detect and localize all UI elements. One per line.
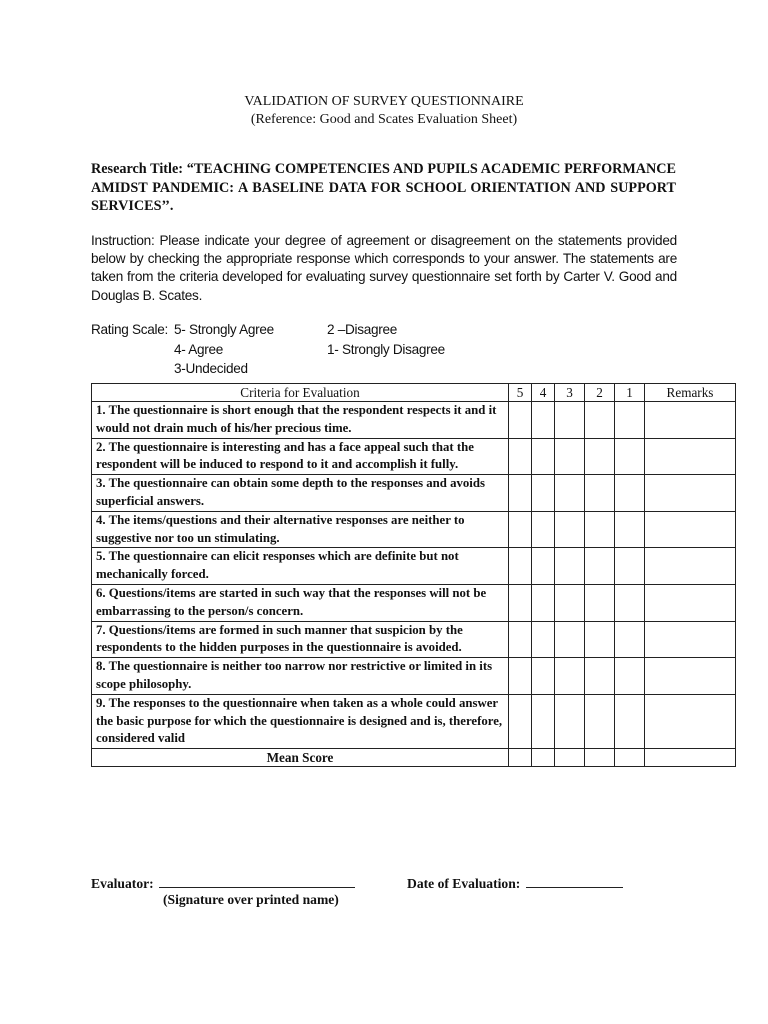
rating-cell-5[interactable]	[509, 694, 532, 748]
rating-cell-1[interactable]	[615, 475, 645, 512]
rating-cell-1[interactable]	[615, 548, 645, 585]
rating-cell-2[interactable]	[585, 584, 615, 621]
remarks-cell[interactable]	[645, 694, 736, 748]
header-criteria: Criteria for Evaluation	[92, 384, 509, 402]
remarks-cell[interactable]	[645, 475, 736, 512]
remarks-cell[interactable]	[645, 402, 736, 439]
criterion-9: 9. The responses to the questionnaire when taken as a whole could answer the basic purpose for which the questionnaire is designed and is, therefore, considered valid	[92, 694, 509, 748]
table-header-row	[92, 384, 736, 402]
remarks-cell[interactable]	[645, 584, 736, 621]
criterion-4: 4. The items/questions and their alternative responses are neither to suggestive nor too un stimulating.	[92, 511, 509, 548]
rating-cell-3[interactable]	[555, 438, 585, 475]
rating-2: 2 –Disagree	[327, 322, 397, 337]
mean-cell-5[interactable]	[509, 749, 532, 767]
remarks-cell[interactable]	[645, 658, 736, 695]
header-remarks: Remarks	[645, 384, 736, 402]
criterion-6: 6. Questions/items are started in such way that the responses will not be embarrassing to the person/s concern.	[92, 584, 509, 621]
rating-cell-4[interactable]	[532, 511, 555, 548]
criterion-8: 8. The questionnaire is neither too narrow nor restrictive or limited in its scope philosophy.	[92, 658, 509, 695]
table-row	[92, 438, 736, 475]
rating-cell-4[interactable]	[532, 475, 555, 512]
rating-scale-label: Rating Scale:	[91, 322, 168, 337]
criterion-2: 2. The questionnaire is interesting and has a face appeal such that the respondent will be induced to respond to it and accomplish it fully.	[92, 438, 509, 475]
table-row	[92, 621, 736, 658]
header-5: 5	[509, 384, 532, 402]
rating-cell-3[interactable]	[555, 511, 585, 548]
rating-cell-4[interactable]	[532, 402, 555, 439]
rating-cell-2[interactable]	[585, 658, 615, 695]
table-row	[92, 402, 736, 439]
research-title-text: “TEACHING COMPETENCIES AND PUPILS ACADEMIC PERFORMANCE AMIDST PANDEMIC: A BASELINE DATA FOR SCHOOL ORIENTATION AND SUPPORT SERVICES’’.	[91, 161, 676, 214]
criterion-5: 5. The questionnaire can elicit responses which are definite but not mechanically forced.	[92, 548, 509, 585]
rating-cell-1[interactable]	[615, 584, 645, 621]
rating-cell-2[interactable]	[585, 438, 615, 475]
rating-cell-4[interactable]	[532, 621, 555, 658]
research-title	[91, 160, 676, 216]
mean-score-row	[92, 749, 736, 767]
rating-cell-1[interactable]	[615, 694, 645, 748]
signature-note: (Signature over printed name)	[163, 892, 339, 907]
rating-3: 3-Undecided	[174, 361, 248, 376]
rating-cell-3[interactable]	[555, 694, 585, 748]
rating-cell-4[interactable]	[532, 694, 555, 748]
rating-4: 4- Agree	[174, 342, 223, 357]
table-row	[92, 548, 736, 585]
rating-5: 5- Strongly Agree	[174, 322, 274, 337]
mean-cell-3[interactable]	[555, 749, 585, 767]
remarks-cell[interactable]	[645, 621, 736, 658]
rating-cell-3[interactable]	[555, 475, 585, 512]
evaluator-field	[91, 873, 355, 892]
rating-cell-3[interactable]	[555, 402, 585, 439]
criterion-1: 1. The questionnaire is short enough that the respondent respects it and it would not drain much of his/her precious time.	[92, 402, 509, 439]
remarks-cell[interactable]	[645, 438, 736, 475]
rating-cell-2[interactable]	[585, 621, 615, 658]
mean-cell-4[interactable]	[532, 749, 555, 767]
header-4: 4	[532, 384, 555, 402]
mean-cell-2[interactable]	[585, 749, 615, 767]
rating-cell-1[interactable]	[615, 402, 645, 439]
rating-cell-5[interactable]	[509, 511, 532, 548]
header-2: 2	[585, 384, 615, 402]
date-field	[407, 873, 623, 892]
evaluator-label: Evaluator:	[91, 876, 154, 891]
rating-cell-4[interactable]	[532, 584, 555, 621]
research-title-label: Research Title:	[91, 161, 183, 177]
date-line[interactable]	[526, 873, 623, 888]
remarks-cell[interactable]	[645, 548, 736, 585]
rating-cell-4[interactable]	[532, 438, 555, 475]
rating-cell-1[interactable]	[615, 511, 645, 548]
rating-cell-1[interactable]	[615, 658, 645, 695]
rating-cell-2[interactable]	[585, 511, 615, 548]
table-row	[92, 658, 736, 695]
rating-cell-3[interactable]	[555, 658, 585, 695]
evaluator-signature-line[interactable]	[159, 873, 355, 888]
rating-cell-3[interactable]	[555, 584, 585, 621]
rating-cell-5[interactable]	[509, 584, 532, 621]
remarks-cell[interactable]	[645, 511, 736, 548]
rating-cell-2[interactable]	[585, 402, 615, 439]
criterion-3: 3. The questionnaire can obtain some depth to the responses and avoids superficial answers.	[92, 475, 509, 512]
rating-cell-1[interactable]	[615, 621, 645, 658]
header-1: 1	[615, 384, 645, 402]
rating-cell-3[interactable]	[555, 548, 585, 585]
rating-cell-2[interactable]	[585, 548, 615, 585]
mean-cell-1[interactable]	[615, 749, 645, 767]
criterion-7: 7. Questions/items are formed in such manner that suspicion by the respondents to the hidden purposes in the questionnaire is avoided.	[92, 621, 509, 658]
table-row	[92, 584, 736, 621]
table-row	[92, 511, 736, 548]
rating-cell-5[interactable]	[509, 548, 532, 585]
rating-cell-5[interactable]	[509, 658, 532, 695]
rating-cell-4[interactable]	[532, 548, 555, 585]
rating-cell-4[interactable]	[532, 658, 555, 695]
evaluation-table	[91, 383, 736, 767]
mean-remarks-cell[interactable]	[645, 749, 736, 767]
header-3: 3	[555, 384, 585, 402]
rating-cell-3[interactable]	[555, 621, 585, 658]
rating-cell-5[interactable]	[509, 402, 532, 439]
date-label: Date of Evaluation:	[407, 876, 521, 891]
rating-cell-5[interactable]	[509, 621, 532, 658]
table-row	[92, 694, 736, 748]
rating-1: 1- Strongly Disagree	[327, 342, 445, 357]
rating-cell-2[interactable]	[585, 694, 615, 748]
rating-cell-2[interactable]	[585, 475, 615, 512]
mean-score-label: Mean Score	[92, 749, 509, 767]
document-subtitle: (Reference: Good and Scates Evaluation Sheet)	[250, 112, 518, 127]
table-row	[92, 475, 736, 512]
rating-cell-5[interactable]	[509, 438, 532, 475]
document-title: VALIDATION OF SURVEY QUESTIONNAIRE	[244, 94, 524, 109]
rating-cell-5[interactable]	[509, 475, 532, 512]
instruction-paragraph: Instruction: Please indicate your degree of agreement or disagreement on the statements provided below by checking the appropriate response which corresponds to your answer. The statements are taken from the criteria developed for evaluating survey questionnaire set forth by Carter V. Good and Douglas B. Scates.	[91, 233, 677, 303]
rating-cell-1[interactable]	[615, 438, 645, 475]
